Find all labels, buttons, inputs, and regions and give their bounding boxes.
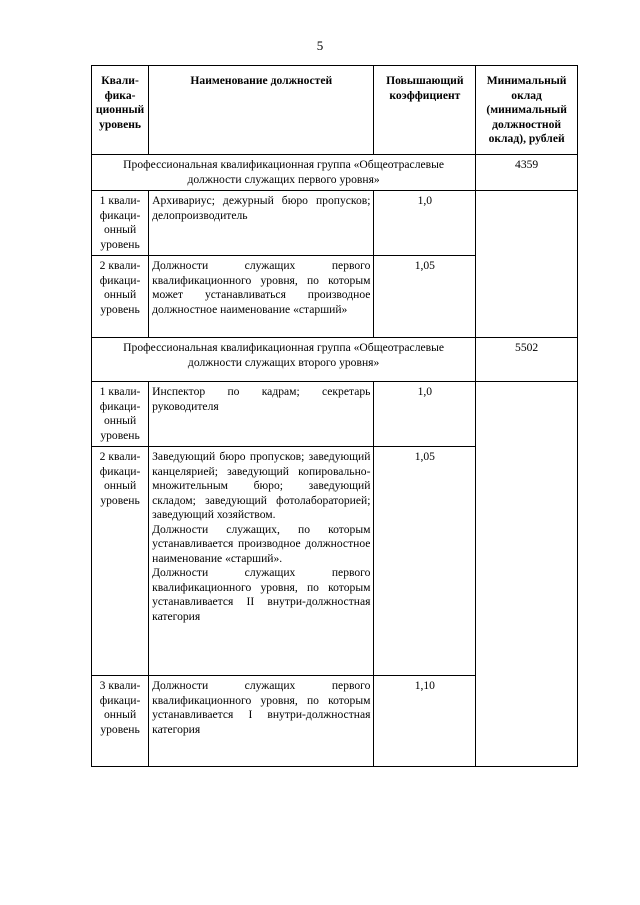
header-level-text: Квали- фика- ционный уровень xyxy=(95,74,145,131)
table-row xyxy=(92,191,578,256)
salary-empty-cell xyxy=(476,382,578,767)
table-header-row xyxy=(92,66,578,155)
salary-empty-cell xyxy=(476,191,578,338)
header-coef: Повышающий коэффициент xyxy=(374,66,476,155)
coefficient-cell: 1,05 xyxy=(374,256,476,338)
coefficient-cell: 1,05 xyxy=(374,447,476,676)
level-cell: 2 квали- фикаци- онный уровень xyxy=(92,447,149,676)
level-cell: 2 квали- фикаци- онный уровень xyxy=(92,256,149,338)
position-name-cell: Архивариус; дежурный бюро пропусков; делопроизводитель xyxy=(149,191,374,256)
position-name-cell: Инспектор по кадрам; секретарь руководителя xyxy=(149,382,374,447)
position-name-part: Должности служащих, по которым устанавливается производное должностное наименование «старший». xyxy=(152,522,371,565)
header-name: Наименование должностей xyxy=(149,66,374,155)
group-title-row xyxy=(92,155,578,191)
group-salary: 4359 xyxy=(476,155,578,191)
position-name-part: Заведующий бюро пропусков; заведующий канцелярией; заведующий копировально-множительным бюро; заведующий складом; заведующий фотолабораторией; заведующий хозяйством. xyxy=(152,450,371,521)
position-name-cell: Должности служащих первого квалификационного уровня, по которым устанавливается I внутри-должностная категория xyxy=(149,676,374,767)
position-name-cell: Должности служащих первого квалификационного уровня, по которым может устанавливаться производное должностное наименование «старший» xyxy=(149,256,374,338)
coefficient-cell: 1,0 xyxy=(374,191,476,256)
group-title-row xyxy=(92,338,578,382)
group-title: Профессиональная квалификационная группа «Общеотраслевые должности служащих первого уровня» xyxy=(92,155,476,191)
level-cell: 3 квали- фикаци- онный уровень xyxy=(92,676,149,767)
header-level xyxy=(92,66,149,155)
position-name-cell xyxy=(149,447,374,676)
qualification-table xyxy=(91,65,578,767)
position-name-part: Должности служащих первого квалификационного уровня, по которым устанавливается II внутри-должностная категория xyxy=(152,566,371,623)
coefficient-cell: 1,10 xyxy=(374,676,476,767)
coefficient-cell: 1,0 xyxy=(374,382,476,447)
level-cell: 1 квали- фикаци- онный уровень xyxy=(92,191,149,256)
group-salary: 5502 xyxy=(476,338,578,382)
level-cell: 1 квали- фикаци- онный уровень xyxy=(92,382,149,447)
group-title: Профессиональная квалификационная группа «Общеотраслевые должности служащих второго уровня» xyxy=(92,338,476,382)
header-salary: Минимальный оклад (минимальный должностной оклад), рублей xyxy=(476,66,578,155)
page-number: 5 xyxy=(316,38,324,53)
table-row xyxy=(92,382,578,447)
